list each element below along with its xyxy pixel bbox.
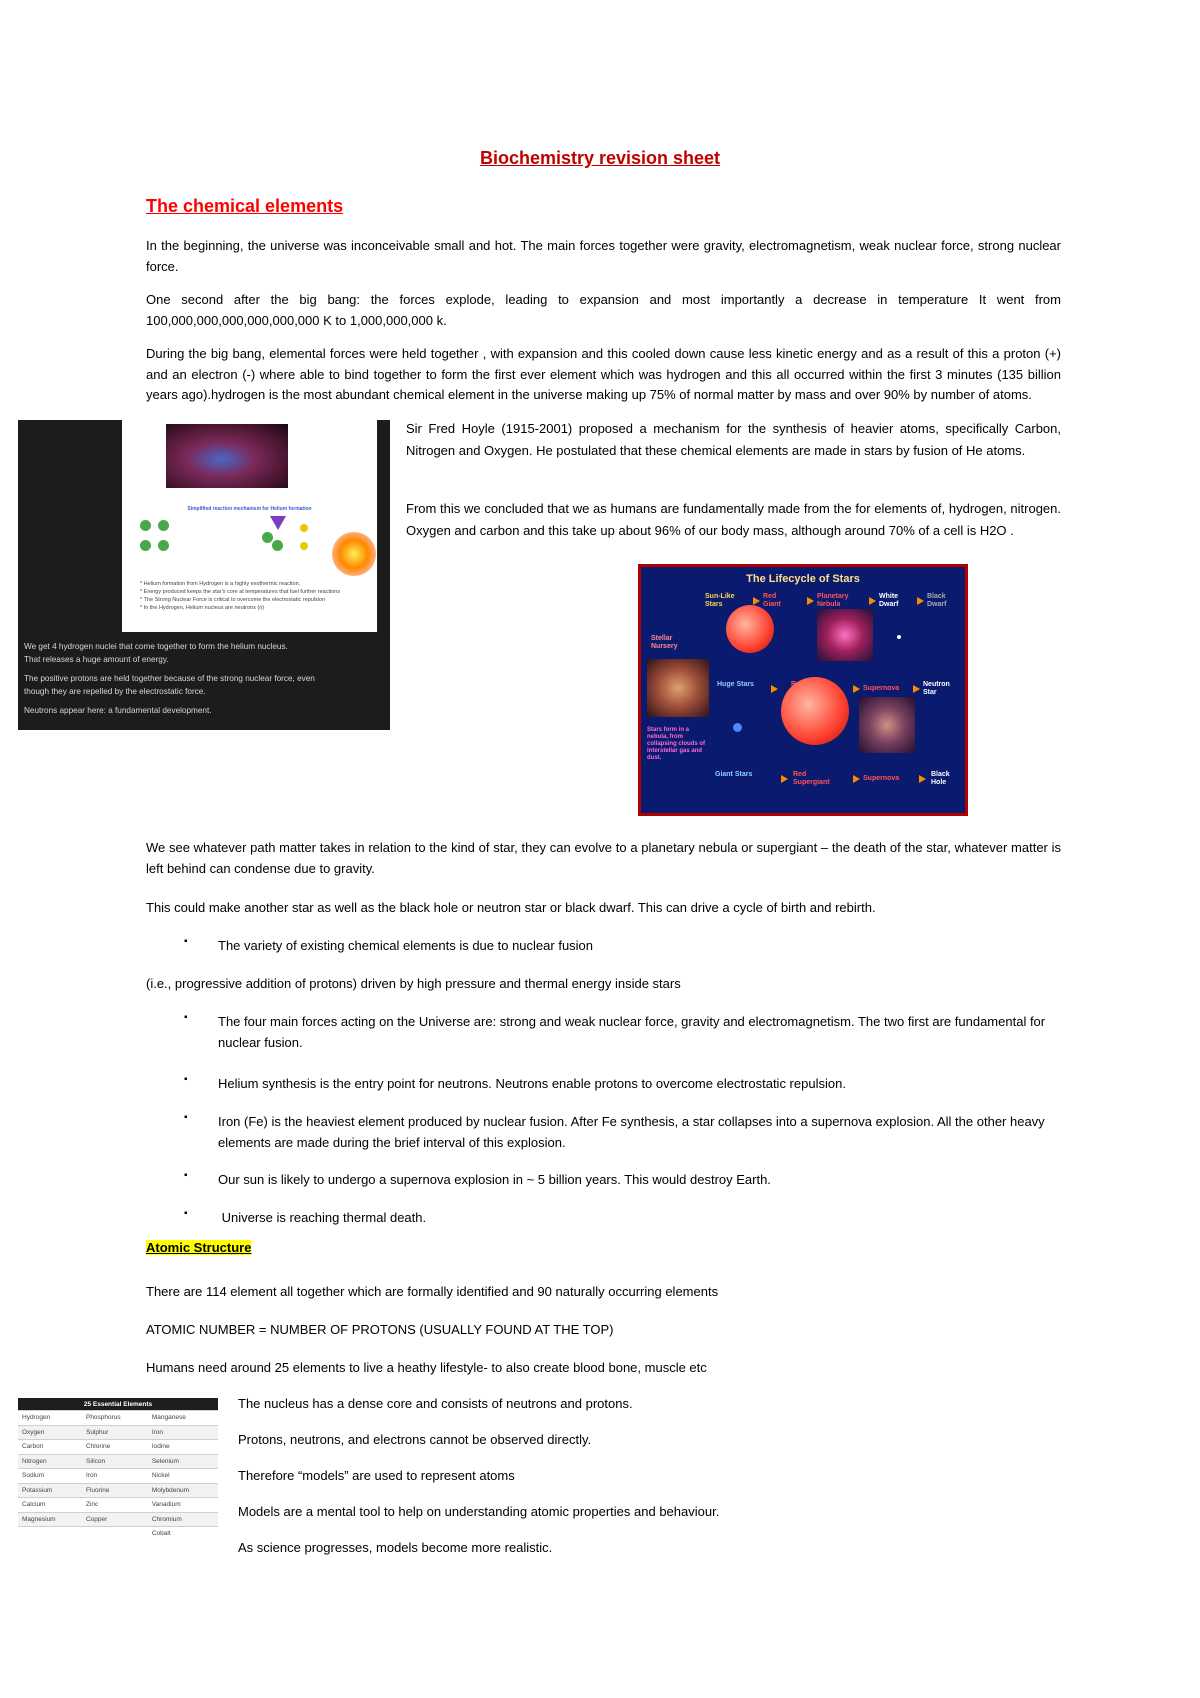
label-neutron-star: Neutron Star	[923, 681, 950, 696]
figure-title: The Lifecycle of Stars	[746, 573, 860, 585]
bullet-item: The variety of existing chemical elements is due to nuclear fusion	[218, 938, 594, 953]
paragraph: Therefore “models” are used to represent atoms	[238, 1468, 515, 1483]
paragraph: One second after the big bang: the forces explode, leading to expansion and most importantly a decrease in temperature It went from 100,000,000,000,000,000,000 K to 1,000,000,000 k.	[146, 292, 1061, 328]
label-nebula-note: Stars form in a nebula, from collapsing clouds of interstellar gas and dust.	[647, 727, 706, 761]
helium-nucleus-icon	[262, 532, 273, 543]
figure-notes: * Helium formation from Hydrogen is a highly exothermic reaction. * Energy produced keeps the star's core at temperatures that fuel further reactions * The Strong Nuclear Force is critical to overcome the electrostatic repulsion * In the Hydrogen, Helium nucleus are neutrons (n)	[140, 581, 341, 611]
bullet-icon: ▪	[184, 1012, 188, 1023]
label-black-hole: Black Hole	[931, 771, 950, 786]
energy-burst-icon	[332, 532, 376, 576]
section-heading-atomic-structure: Atomic Structure	[146, 1240, 252, 1255]
bullet-item: Universe is reaching thermal death.	[218, 1210, 427, 1225]
helium-nucleus-icon	[272, 540, 283, 551]
essential-elements-table	[18, 1398, 218, 1541]
paragraph: The nucleus has a dense core and consists of neutrons and protons.	[238, 1396, 633, 1411]
bullet-item: Helium synthesis is the entry point for neutrons. Neutrons enable protons to overcome electrostatic repulsion.	[218, 1076, 846, 1091]
paragraph: There are 114 element all together which are formally identified and 90 naturally occurring elements	[146, 1284, 719, 1299]
figure-subtitle: Simplified reaction mechanism for Helium formation	[187, 506, 312, 512]
bullet-icon: ▪	[184, 936, 188, 947]
paragraph: Models are a mental tool to help on understanding atomic properties and behaviour.	[238, 1504, 720, 1519]
page-title: Biochemistry revision sheet	[479, 148, 721, 168]
bullet-item: The four main forces acting on the Universe are: strong and weak nuclear force, gravity and electromagnetism. The two first are fundamental for nuclear fusion.	[218, 1014, 1046, 1050]
table-row: Potassium Fluorine Molybdenum	[18, 1483, 218, 1498]
figure-caption: We get 4 hydrogen nuclei that come together to form the helium nucleus. That releases a huge amount of energy. The positive protons are held together because of the strong nuclear force, even though they are repelled by the electrostatic force. Neutrons appear here: a fundamental development.	[24, 642, 315, 715]
arrow-right-icon	[771, 685, 778, 693]
section-heading-chemical-elements: The chemical elements	[146, 196, 344, 216]
bullet-icon: ▪	[184, 1208, 188, 1219]
label-huge-stars: Huge Stars	[717, 681, 754, 688]
positron-icon	[300, 524, 308, 532]
arrow-right-icon	[919, 775, 926, 783]
label-stellar-nursery: Stellar Nursery	[651, 635, 678, 650]
white-dwarf-icon	[897, 635, 901, 639]
arrow-right-icon	[853, 775, 860, 783]
label-red-giant: Red Giant	[763, 593, 781, 608]
bullet-icon: ▪	[184, 1170, 188, 1181]
arrow-right-icon	[869, 597, 876, 605]
table-row: Oxygen Sulphur Iron	[18, 1425, 218, 1440]
paragraph: As science progresses, models become more realistic.	[238, 1540, 553, 1555]
paragraph: Humans need around 25 elements to live a heathy lifestyle- to also create blood bone, muscle etc	[146, 1360, 707, 1375]
table-row: Sodium Iron Nickel	[18, 1469, 218, 1484]
arrow-down-icon	[270, 516, 286, 530]
table-row: Carbon Chlorine Iodine	[18, 1440, 218, 1455]
hydrogen-nucleus-icon	[140, 540, 151, 551]
stellar-nursery-image	[647, 659, 709, 717]
star-lifecycle-figure	[638, 564, 968, 816]
table-title: 25 Essential Elements	[18, 1398, 218, 1411]
supernova-image	[859, 697, 915, 753]
paragraph: In the beginning, the universe was inconceivable small and hot. The main forces together were gravity, electromagnetism, weak nuclear force, strong nuclear force.	[146, 238, 1061, 274]
paragraph: We see whatever path matter takes in relation to the kind of star, they can evolve to a planetary nebula or supergiant – the death of the star, whatever matter is left behind can condense due to gravity.	[146, 840, 1061, 876]
arrow-right-icon	[853, 685, 860, 693]
bullet-item: Iron (Fe) is the heaviest element produced by nuclear fusion. After Fe synthesis, a star collapses into a supernova explosion. All the other heavy elements are made during the brief interval of this explosion.	[218, 1114, 1045, 1150]
paragraph: Sir Fred Hoyle (1915-2001) proposed a mechanism for the synthesis of heavier atoms, specifically Carbon, Nitrogen and Oxygen. He postulated that these chemical elements are made in stars by fusion of He atoms.	[406, 421, 1061, 458]
paragraph: During the big bang, elemental forces were held together , with expansion and this cooled down cause less kinetic energy and as a result of this a proton (+) and an electron (-) where able to bind together to form the first ever element which was hydrogen and this all occurred within the first 3 minutes (135 billion years ago).hydrogen is the most abundant chemical element in the universe making up 75% of normal matter by mass and over 90% by number of atoms.	[146, 346, 1061, 402]
table-row: Cobalt	[18, 1527, 218, 1541]
arrow-right-icon	[917, 597, 924, 605]
paragraph: Protons, neutrons, and electrons cannot be observed directly.	[238, 1432, 592, 1447]
label-red-supergiant: Red Supergiant	[793, 771, 830, 786]
hydrogen-nucleus-icon	[158, 540, 169, 551]
arrow-right-icon	[781, 775, 788, 783]
red-supergiant-image	[781, 677, 849, 745]
huge-star-icon	[733, 723, 742, 732]
positron-icon	[300, 542, 308, 550]
planetary-nebula-image	[817, 609, 873, 661]
label-supernova: Supernova	[863, 775, 900, 782]
paragraph: (i.e., progressive addition of protons) driven by high pressure and thermal energy inside stars	[146, 976, 681, 991]
label-supernova: Supernova	[863, 685, 900, 692]
arrow-right-icon	[753, 597, 760, 605]
paragraph: ATOMIC NUMBER = NUMBER OF PROTONS (USUALLY FOUND AT THE TOP)	[146, 1322, 614, 1337]
label-black-dwarf: Black Dwarf	[927, 593, 947, 608]
slide-panel	[122, 420, 377, 632]
label-planetary-nebula: Planetary Nebula	[817, 593, 849, 608]
bullet-item: Our sun is likely to undergo a supernova explosion in ~ 5 billion years. This would destroy Earth.	[218, 1172, 771, 1187]
bullet-icon: ▪	[184, 1112, 188, 1123]
red-giant-image	[726, 605, 774, 653]
hydrogen-nucleus-icon	[140, 520, 151, 531]
hydrogen-nucleus-icon	[158, 520, 169, 531]
helium-formation-figure	[18, 420, 390, 730]
label-sunlike-stars: Sun-Like Stars	[705, 593, 735, 608]
label-white-dwarf: White Dwarf	[879, 593, 899, 608]
paragraph: This could make another star as well as the black hole or neutron star or black dwarf. This can drive a cycle of birth and rebirth.	[146, 900, 876, 915]
table-row: Hydrogen Phosphorus Manganese	[18, 1411, 218, 1426]
table-row: Calcium Zinc Vanadium	[18, 1498, 218, 1513]
bullet-icon: ▪	[184, 1074, 188, 1085]
paragraph: From this we concluded that we as humans are fundamentally made from the for elements of, hydrogen, nitrogen. Oxygen and carbon and this take up about 96% of our body mass, although around 70% of a cell is H2O .	[406, 501, 1061, 538]
nebula-image	[166, 424, 288, 488]
table-row: Magnesium Copper Chromium	[18, 1512, 218, 1527]
table-row: Nitrogen Silicon Selenium	[18, 1454, 218, 1469]
arrow-right-icon	[807, 597, 814, 605]
arrow-right-icon	[913, 685, 920, 693]
label-giant-stars: Giant Stars	[715, 771, 753, 778]
